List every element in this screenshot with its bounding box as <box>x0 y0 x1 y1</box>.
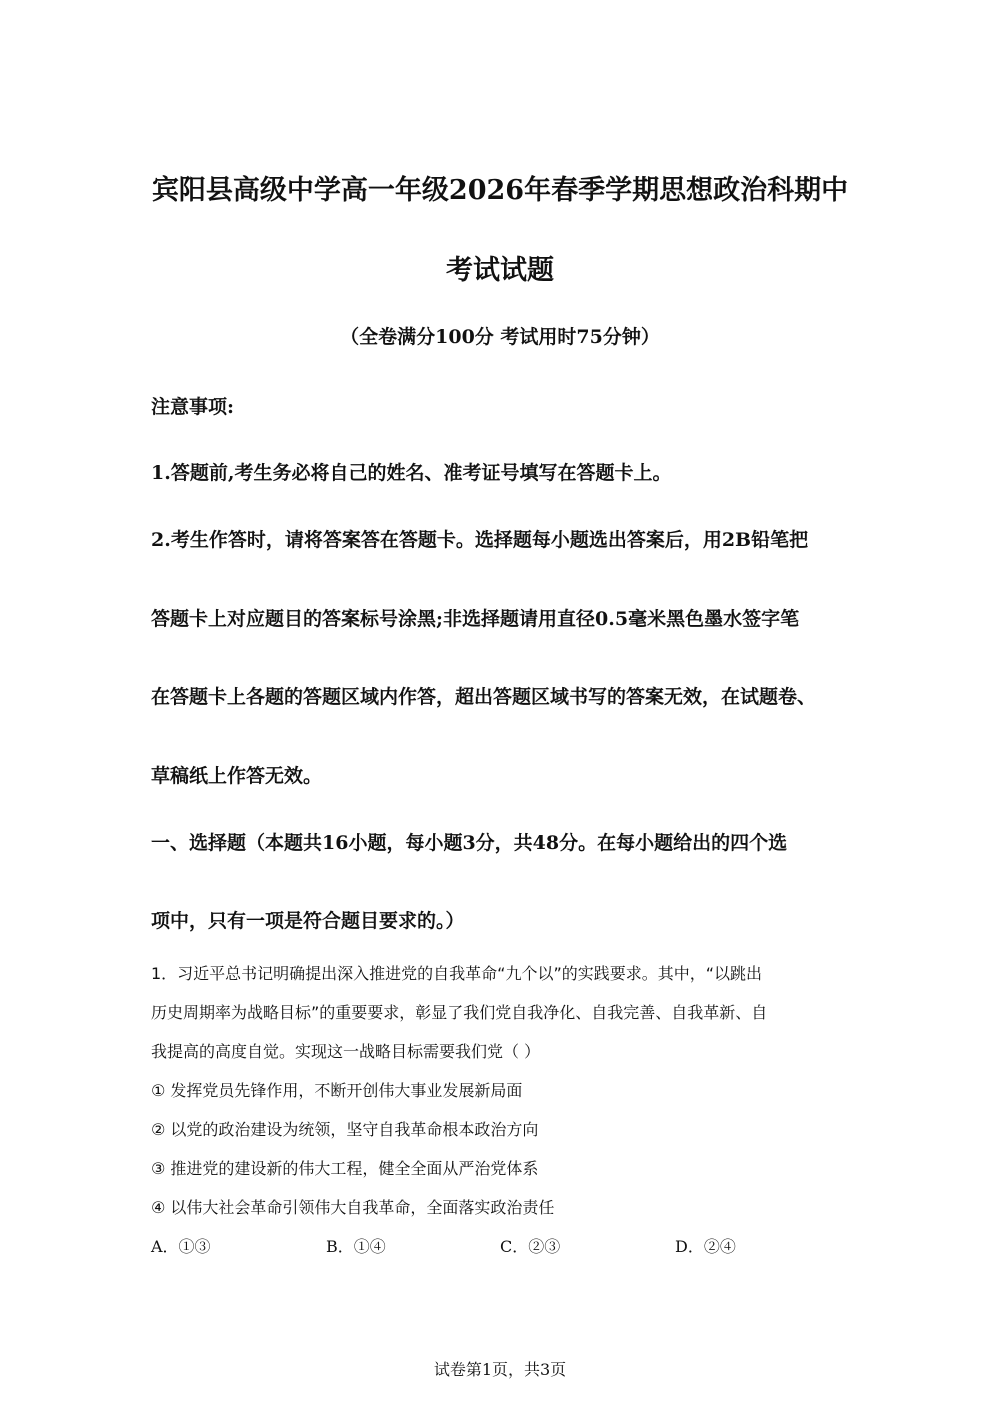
question-1-option-a[interactable]: A．①③ <box>151 1237 211 1256</box>
question-1-statement-4: ④ 以伟大社会革命引领伟大自我革命，全面落实政治责任 <box>151 1198 555 1217</box>
question-1-stem-line-2: 历史周期率为战略目标”的重要要求，彰显了我们党自我净化、自我完善、自我革新、自 <box>151 1003 768 1022</box>
page-footer: 试卷第1页，共3页 <box>433 1360 567 1379</box>
question-1-stem-line-1: 1．习近平总书记明确提出深入推进党的自我革命“九个以”的实践要求。其中，“以跳出 <box>151 964 763 983</box>
question-1-option-d[interactable]: D．②④ <box>675 1237 736 1256</box>
question-1-stem-line-3: 我提高的高度自觉。实现这一战略目标需要我们党（ ） <box>151 1042 541 1061</box>
question-1-statement-2: ② 以党的政治建设为统领，坚守自我革命根本政治方向 <box>151 1120 539 1139</box>
question-1-option-c[interactable]: C．②③ <box>500 1237 561 1256</box>
notice-item-2-line-4: 草稿纸上作答无效。 <box>151 765 323 787</box>
section-heading-line-2: 项中，只有一项是符合题目要求的。） <box>151 910 465 932</box>
notice-heading: 注意事项: <box>151 396 235 418</box>
exam-info: （全卷满分100分 考试用时75分钟） <box>340 326 660 348</box>
notice-item-1: 1.答题前,考生务必将自己的姓名、准考证号填写在答题卡上。 <box>151 462 672 484</box>
exam-title-line2: 考试试题 <box>446 255 554 286</box>
question-1-statement-3: ③ 推进党的建设新的伟大工程，健全全面从严治党体系 <box>151 1159 539 1178</box>
section-heading-line-1: 一、选择题（本题共16小题，每小题3分，共48分。在每小题给出的四个选 <box>151 832 788 854</box>
question-1-statement-1: ① 发挥党员先锋作用，不断开创伟大事业发展新局面 <box>151 1081 523 1100</box>
question-1-option-b[interactable]: B．①④ <box>326 1237 386 1256</box>
notice-item-2-line-2: 答题卡上对应题目的答案标号涂黑;非选择题请用直径0.5毫米黑色墨水签字笔 <box>151 608 800 630</box>
notice-item-2-line-1: 2.考生作答时，请将答案答在答题卡。选择题每小题选出答案后，用2B铅笔把 <box>151 529 809 551</box>
exam-title-line1: 宾阳县高级中学高一年级2026年春季学期思想政治科期中 <box>151 175 849 206</box>
notice-item-2-line-3: 在答题卡上各题的答题区域内作答，超出答题区域书写的答案无效，在试题卷、 <box>151 686 817 708</box>
